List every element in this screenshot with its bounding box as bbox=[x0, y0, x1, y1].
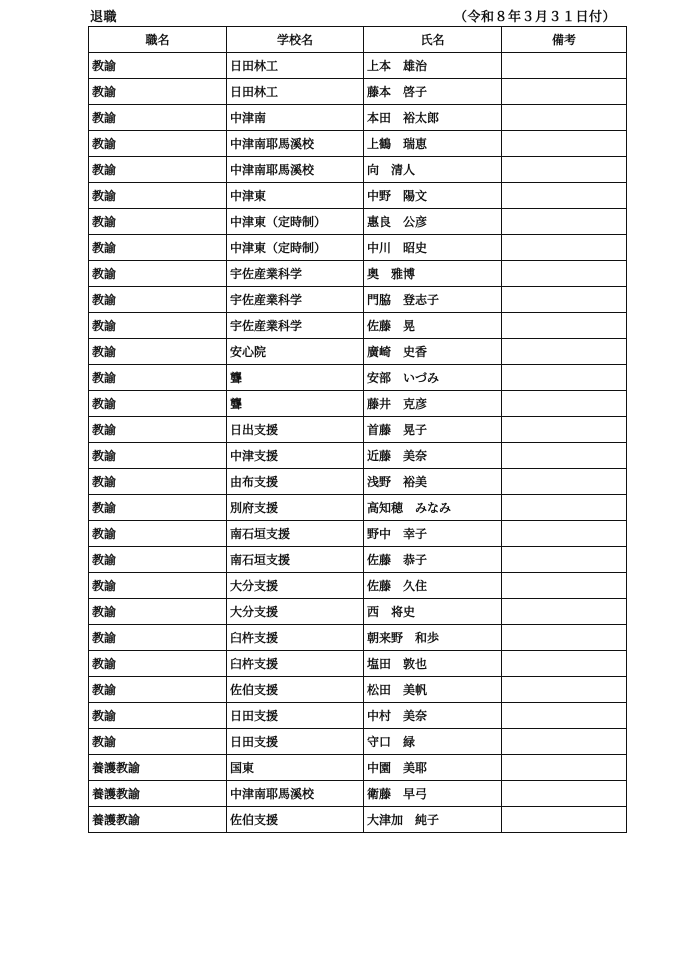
position-cell: 教諭 bbox=[89, 313, 227, 339]
table-row bbox=[89, 313, 627, 339]
position-cell: 教諭 bbox=[89, 183, 227, 209]
name-cell: 首藤 晃子 bbox=[364, 417, 502, 443]
remarks-cell bbox=[502, 625, 627, 651]
table-row bbox=[89, 105, 627, 131]
table-row bbox=[89, 729, 627, 755]
position-cell: 教諭 bbox=[89, 443, 227, 469]
school-cell: 宇佐産業科学 bbox=[227, 313, 364, 339]
name-cell: 安部 いづみ bbox=[364, 365, 502, 391]
remarks-cell bbox=[502, 365, 627, 391]
remarks-cell bbox=[502, 781, 627, 807]
position-cell: 教諭 bbox=[89, 79, 227, 105]
name-cell: 守口 緑 bbox=[364, 729, 502, 755]
table-header-row bbox=[89, 27, 627, 53]
school-cell: 由布支援 bbox=[227, 469, 364, 495]
position-cell: 教諭 bbox=[89, 495, 227, 521]
school-cell: 佐伯支援 bbox=[227, 807, 364, 833]
name-cell: 浅野 裕美 bbox=[364, 469, 502, 495]
school-cell: 安心院 bbox=[227, 339, 364, 365]
table-row bbox=[89, 339, 627, 365]
school-cell: 日田林工 bbox=[227, 53, 364, 79]
school-cell: 中津支援 bbox=[227, 443, 364, 469]
column-header-remarks: 備考 bbox=[502, 27, 627, 53]
remarks-cell bbox=[502, 391, 627, 417]
table-row bbox=[89, 573, 627, 599]
column-header-school: 学校名 bbox=[227, 27, 364, 53]
table-row bbox=[89, 755, 627, 781]
name-cell: 西 将史 bbox=[364, 599, 502, 625]
name-cell: 上鶴 瑞恵 bbox=[364, 131, 502, 157]
position-cell: 教諭 bbox=[89, 235, 227, 261]
table-row bbox=[89, 235, 627, 261]
name-cell: 佐藤 晃 bbox=[364, 313, 502, 339]
remarks-cell bbox=[502, 183, 627, 209]
table-row bbox=[89, 677, 627, 703]
position-cell: 教諭 bbox=[89, 677, 227, 703]
remarks-cell bbox=[502, 235, 627, 261]
school-cell: 中津南耶馬溪校 bbox=[227, 131, 364, 157]
remarks-cell bbox=[502, 729, 627, 755]
table-row bbox=[89, 495, 627, 521]
name-cell: 衛藤 早弓 bbox=[364, 781, 502, 807]
remarks-cell bbox=[502, 287, 627, 313]
position-cell: 養護教諭 bbox=[89, 781, 227, 807]
table-row bbox=[89, 625, 627, 651]
name-cell: 藤井 克彦 bbox=[364, 391, 502, 417]
remarks-cell bbox=[502, 651, 627, 677]
remarks-cell bbox=[502, 677, 627, 703]
name-cell: 中川 昭史 bbox=[364, 235, 502, 261]
position-cell: 教諭 bbox=[89, 625, 227, 651]
name-cell: 近藤 美奈 bbox=[364, 443, 502, 469]
table-row bbox=[89, 131, 627, 157]
school-cell: 中津南 bbox=[227, 105, 364, 131]
table-row bbox=[89, 417, 627, 443]
remarks-cell bbox=[502, 79, 627, 105]
table-row bbox=[89, 209, 627, 235]
school-cell: 中津南耶馬溪校 bbox=[227, 157, 364, 183]
school-cell: 宇佐産業科学 bbox=[227, 287, 364, 313]
remarks-cell bbox=[502, 807, 627, 833]
remarks-cell bbox=[502, 157, 627, 183]
remarks-cell bbox=[502, 573, 627, 599]
remarks-cell bbox=[502, 495, 627, 521]
school-cell: 南石垣支援 bbox=[227, 547, 364, 573]
remarks-cell bbox=[502, 521, 627, 547]
remarks-cell bbox=[502, 261, 627, 287]
position-cell: 教諭 bbox=[89, 209, 227, 235]
position-cell: 教諭 bbox=[89, 53, 227, 79]
name-cell: 佐藤 久住 bbox=[364, 573, 502, 599]
name-cell: 藤本 啓子 bbox=[364, 79, 502, 105]
position-cell: 教諭 bbox=[89, 261, 227, 287]
remarks-cell bbox=[502, 443, 627, 469]
name-cell: 佐藤 恭子 bbox=[364, 547, 502, 573]
remarks-cell bbox=[502, 417, 627, 443]
position-cell: 養護教諭 bbox=[89, 807, 227, 833]
table-row bbox=[89, 547, 627, 573]
document-title: 退職 bbox=[90, 10, 118, 25]
position-cell: 教諭 bbox=[89, 365, 227, 391]
school-cell: 日田林工 bbox=[227, 79, 364, 105]
name-cell: 上本 雄治 bbox=[364, 53, 502, 79]
name-cell: 門脇 登志子 bbox=[364, 287, 502, 313]
school-cell: 聾 bbox=[227, 391, 364, 417]
table-row bbox=[89, 287, 627, 313]
column-header-position: 職名 bbox=[89, 27, 227, 53]
table-row bbox=[89, 469, 627, 495]
table-row bbox=[89, 521, 627, 547]
name-cell: 朝来野 和歩 bbox=[364, 625, 502, 651]
remarks-cell bbox=[502, 209, 627, 235]
school-cell: 中津東（定時制） bbox=[227, 235, 364, 261]
position-cell: 教諭 bbox=[89, 287, 227, 313]
name-cell: 中村 美奈 bbox=[364, 703, 502, 729]
school-cell: 南石垣支援 bbox=[227, 521, 364, 547]
name-cell: 中園 美耶 bbox=[364, 755, 502, 781]
name-cell: 向 清人 bbox=[364, 157, 502, 183]
table-row bbox=[89, 781, 627, 807]
school-cell: 中津南耶馬溪校 bbox=[227, 781, 364, 807]
remarks-cell bbox=[502, 53, 627, 79]
column-header-name: 氏名 bbox=[364, 27, 502, 53]
remarks-cell bbox=[502, 131, 627, 157]
table-row bbox=[89, 599, 627, 625]
school-cell: 大分支援 bbox=[227, 599, 364, 625]
name-cell: 廣崎 史香 bbox=[364, 339, 502, 365]
table-row bbox=[89, 261, 627, 287]
retirement-table bbox=[88, 26, 627, 833]
school-cell: 聾 bbox=[227, 365, 364, 391]
remarks-cell bbox=[502, 313, 627, 339]
position-cell: 教諭 bbox=[89, 651, 227, 677]
table-row bbox=[89, 391, 627, 417]
position-cell: 教諭 bbox=[89, 599, 227, 625]
effective-date: （令和８年３月３１日付） bbox=[453, 10, 616, 25]
table-row bbox=[89, 651, 627, 677]
remarks-cell bbox=[502, 105, 627, 131]
name-cell: 中野 陽文 bbox=[364, 183, 502, 209]
name-cell: 惠良 公彦 bbox=[364, 209, 502, 235]
name-cell: 奥 雅博 bbox=[364, 261, 502, 287]
name-cell: 高知穂 みなみ bbox=[364, 495, 502, 521]
table-row bbox=[89, 443, 627, 469]
name-cell: 塩田 敦也 bbox=[364, 651, 502, 677]
school-cell: 臼杵支援 bbox=[227, 651, 364, 677]
position-cell: 教諭 bbox=[89, 339, 227, 365]
table-row bbox=[89, 79, 627, 105]
position-cell: 教諭 bbox=[89, 417, 227, 443]
position-cell: 教諭 bbox=[89, 573, 227, 599]
table-row bbox=[89, 703, 627, 729]
school-cell: 国東 bbox=[227, 755, 364, 781]
school-cell: 大分支援 bbox=[227, 573, 364, 599]
name-cell: 野中 幸子 bbox=[364, 521, 502, 547]
remarks-cell bbox=[502, 547, 627, 573]
school-cell: 佐伯支援 bbox=[227, 677, 364, 703]
position-cell: 教諭 bbox=[89, 521, 227, 547]
position-cell: 教諭 bbox=[89, 703, 227, 729]
remarks-cell bbox=[502, 469, 627, 495]
position-cell: 養護教諭 bbox=[89, 755, 227, 781]
remarks-cell bbox=[502, 703, 627, 729]
school-cell: 中津東 bbox=[227, 183, 364, 209]
school-cell: 宇佐産業科学 bbox=[227, 261, 364, 287]
position-cell: 教諭 bbox=[89, 547, 227, 573]
school-cell: 別府支援 bbox=[227, 495, 364, 521]
remarks-cell bbox=[502, 599, 627, 625]
position-cell: 教諭 bbox=[89, 105, 227, 131]
position-cell: 教諭 bbox=[89, 469, 227, 495]
name-cell: 本田 裕太郎 bbox=[364, 105, 502, 131]
name-cell: 大津加 純子 bbox=[364, 807, 502, 833]
remarks-cell bbox=[502, 755, 627, 781]
position-cell: 教諭 bbox=[89, 157, 227, 183]
school-cell: 臼杵支援 bbox=[227, 625, 364, 651]
table-row bbox=[89, 365, 627, 391]
position-cell: 教諭 bbox=[89, 729, 227, 755]
table-row bbox=[89, 807, 627, 833]
table-row bbox=[89, 183, 627, 209]
school-cell: 日田支援 bbox=[227, 703, 364, 729]
school-cell: 日田支援 bbox=[227, 729, 364, 755]
table-body bbox=[89, 53, 627, 833]
table-row bbox=[89, 157, 627, 183]
school-cell: 日出支援 bbox=[227, 417, 364, 443]
name-cell: 松田 美帆 bbox=[364, 677, 502, 703]
position-cell: 教諭 bbox=[89, 391, 227, 417]
school-cell: 中津東（定時制） bbox=[227, 209, 364, 235]
remarks-cell bbox=[502, 339, 627, 365]
position-cell: 教諭 bbox=[89, 131, 227, 157]
table-row bbox=[89, 53, 627, 79]
